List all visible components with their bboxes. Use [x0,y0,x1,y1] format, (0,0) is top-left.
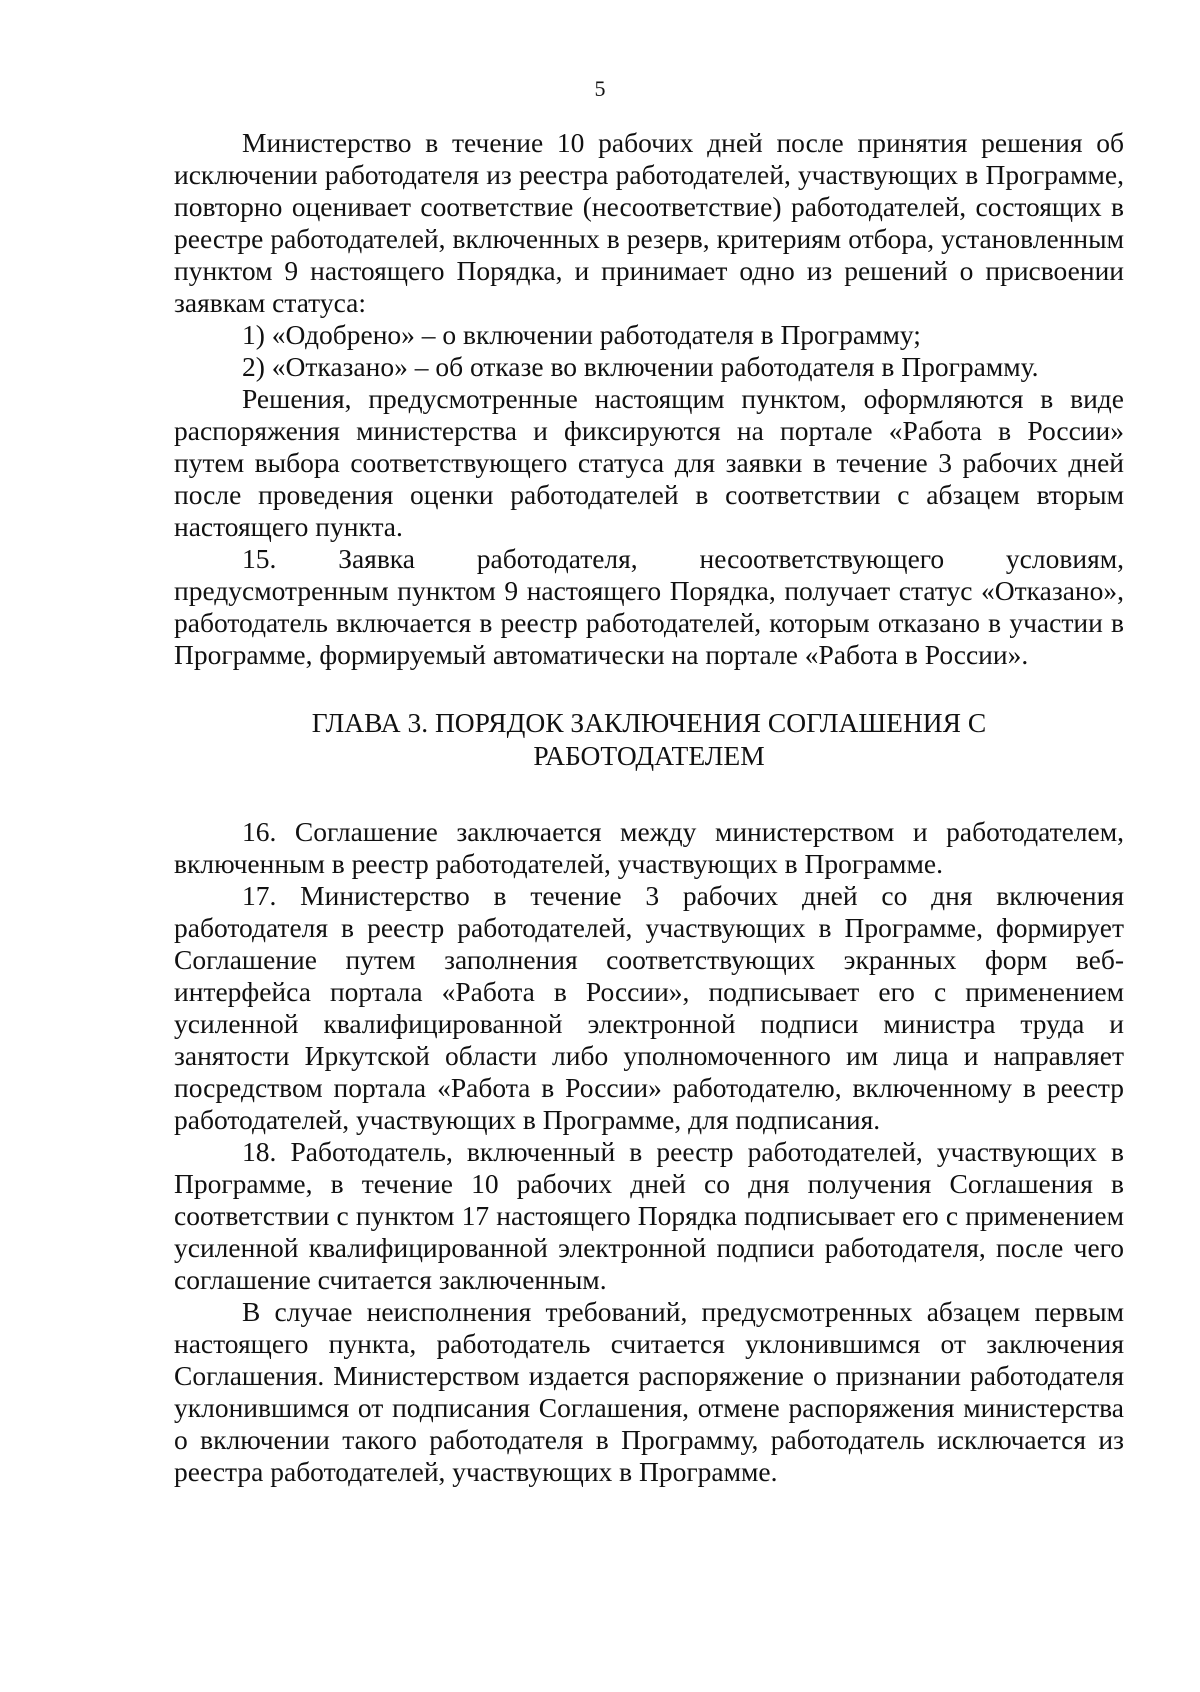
paragraph-15: 15. Заявка работодателя, несоответствующего условиям, предусмотренным пунктом 9 настоящего Порядка, получает статус «Отказано», работодатель включается в реестр работодателей, которым отказано в участии в Программе, формируемый автоматически на портале «Работа в России». [174,543,1124,670]
paragraph-reassessment: Министерство в течение 10 рабочих дней после принятия решения об исключении работодателя из реестра работодателей, участвующих в Программе, повторно оценивает соответствие (несоответствие) работодателей, состоящих в реестре работодателей, включенных в резерв, критериям отбора, установленным пунктом 9 настоящего Порядка, и принимает одно из решений о присвоении заявкам статуса: [174,127,1124,318]
chapter-heading [174,706,1124,772]
document-body [174,127,1124,1488]
page-number: 5 [594,76,606,101]
chapter-heading-line-1: ГЛАВА 3. ПОРЯДОК ЗАКЛЮЧЕНИЯ СОГЛАШЕНИЯ С [311,707,987,738]
list-item-refused: 2) «Отказано» – об отказе во включении работодателя в Программу. [242,351,1039,382]
paragraph-17: 17. Министерство в течение 3 рабочих дней со дня включения работодателя в реестр работодателей, участвующих в Программе, формирует Соглашение путем заполнения соответствующих экранных форм веб-интерфейса портала «Работа в России», подписывает его с применением усиленной квалифицированной электронной подписи министра труда и занятости Иркутской области либо уполномоченного им лица и направляет посредством портала «Работа в России» работодателю, включенному в реестр работодателей, участвующих в Программе, для подписания. [174,880,1124,1135]
list-item-approved: 1) «Одобрено» – о включении работодателя в Программу; [242,319,921,350]
paragraph-16: 16. Соглашение заключается между министерством и работодателем, включенным в реестр работодателей, участвующих в Программе. [174,816,1124,879]
paragraph-non-fulfillment: В случае неисполнения требований, предусмотренных абзацем первым настоящего пункта, работодатель считается уклонившимся от заключения Соглашения. Министерством издается распоряжение о признании работодателя уклонившимся от подписания Соглашения, отмене распоряжения министерства о включении такого работодателя в Программу, работодатель исключается из реестра работодателей, участвующих в Программе. [174,1296,1124,1487]
paragraph-18: 18. Работодатель, включенный в реестр работодателей, участвующих в Программе, в течение 10 рабочих дней со дня получения Соглашения в соответствии с пунктом 17 настоящего Порядка подписывает его с применением усиленной квалифицированной электронной подписи работодателя, после чего соглашение считается заключенным. [174,1136,1124,1295]
paragraph-decisions: Решения, предусмотренные настоящим пунктом, оформляются в виде распоряжения министерства и фиксируются на портале «Работа в России» путем выбора соответствующего статуса для заявки в течение 3 рабочих дней после проведения оценки работодателей в соответствии с абзацем вторым настоящего пункта. [174,383,1124,542]
chapter-heading-line-2: РАБОТОДАТЕЛЕМ [533,740,765,771]
